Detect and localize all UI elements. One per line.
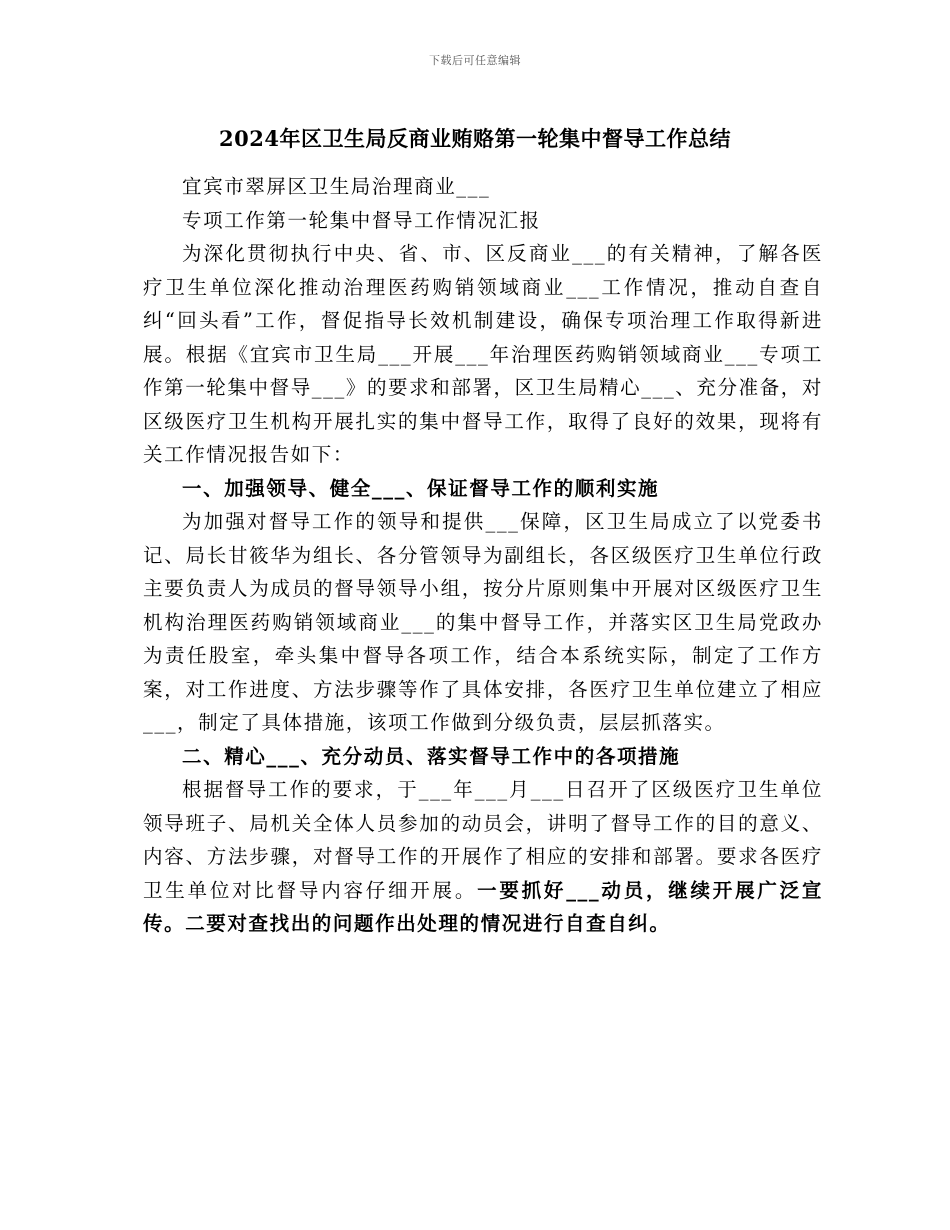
document-title: 2024年区卫生局反商业贿赂第一轮集中督导工作总结 xyxy=(219,126,731,151)
paragraph-section-2-bold-text: 一要抓好___动员，继续开展广泛宣传。二要对查找出的问题作出处理的情况进行自查自纠。 xyxy=(143,878,823,935)
paragraph-section-2 xyxy=(143,773,823,941)
section-heading-2: 二、精心___、充分动员、落实督导工作中的各项措施 xyxy=(182,744,681,768)
paragraph-introduction: 为深化贯彻执行中央、省、市、区反商业___的有关精神，了解各医疗卫生单位深化推动治理医药购销领域商业___工作情况，推动自查自纠“回头看”工作，督促指导长效机制建设，确保专项治理工作取得新进展。根据《宜宾市卫生局___开展___年治理医药购销领域商业___专项工作第一轮集中督导___》的要求和部署，区卫生局精心___、充分准备，对区级医疗卫生机构开展扎实的集中督导工作，取得了良好的效果，现将有关工作情况报告如下： xyxy=(143,242,824,466)
section-heading-1: 一、加强领导、健全___、保证督导工作的顺利实施 xyxy=(182,476,660,500)
document-body xyxy=(143,170,823,941)
page-header-note: 下载后可任意编辑 xyxy=(429,54,521,67)
paragraph-section-1: 为加强对督导工作的领导和提供___保障，区卫生局成立了以党委书记、局长甘筱华为组长、各分管领导为副组长，各区级医疗卫生单位行政主要负责人为成员的督导领导小组，按分片原则集中开展对区级医疗卫生机构治理医药购销领域商业___的集中督导工作，并落实区卫生局党政办为责任股室，牵头集中督导各项工作，结合本系统实际，制定了工作方案，对工作进度、方法步骤等作了具体安排，各医疗卫生单位建立了相应___，制定了具体措施，该项工作做到分级负责，层层抓落实。 xyxy=(143,510,823,734)
paragraph-section-2-text: 根据督导工作的要求，于___年___月___日召开了区级医疗卫生单位领导班子、局机关全体人员参加的动员会，讲明了督导工作的目的意义、内容、方法步骤，对督导工作的开展作了相应的安排和部署。要求各医疗卫生单位对比督导内容仔细开展。 xyxy=(143,778,823,902)
paragraph-subject: 专项工作第一轮集中督导工作情况汇报 xyxy=(182,208,541,232)
paragraph-recipient: 宜宾市翠屏区卫生局治理商业___ xyxy=(182,175,491,198)
